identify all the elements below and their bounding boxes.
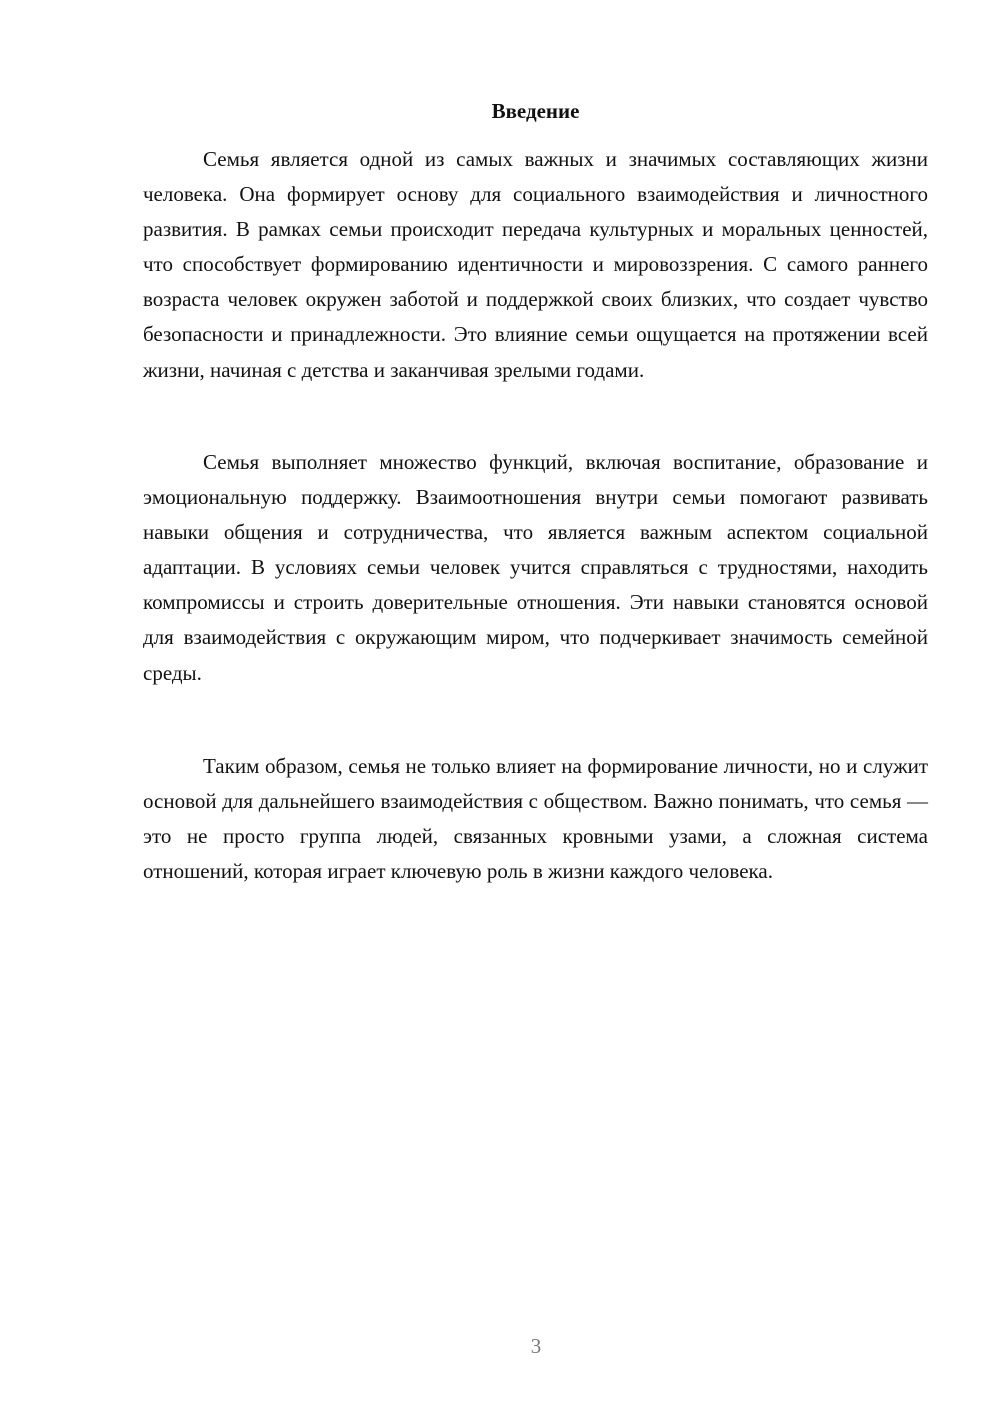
section-heading: Введение <box>491 99 580 123</box>
paragraph-3: Таким образом, семья не только влияет на формирование личности, но и служит основой для дальнейшего взаимодействия с обществом. Важно понимать, что семья — это не просто группа людей, связанных кровными узами, а сложная система отношений, которая играет ключевую роль в жизни каждого человека. <box>143 754 928 884</box>
paragraph-1: Семья является одной из самых важных и значимых составляющих жизни человека. Она формирует основу для социального взаимодействия и личностного развития. В рамках семьи происходит передача культурных и моральных ценностей, что способствует формированию идентичности и мировоззрения. С самого раннего возраста человек окружен заботой и поддержкой своих близких, что создает чувство безопасности и принадлежности. Это влияние семьи ощущается на протяжении всей жизни, начиная с детства и заканчивая зрелыми годами. <box>143 147 928 382</box>
page-number: 3 <box>530 1334 542 1358</box>
paragraph-2: Семья выполняет множество функций, включая воспитание, образование и эмоциональную поддержку. Взаимоотношения внутри семьи помогают развивать навыки общения и сотрудничества, что является важным аспектом социальной адаптации. В условиях семьи человек учится справляться с трудностями, находить компромиссы и строить доверительные отношения. Эти навыки становятся основой для взаимодействия с окружающим миром, что подчеркивает значимость семейной среды. <box>143 450 928 685</box>
